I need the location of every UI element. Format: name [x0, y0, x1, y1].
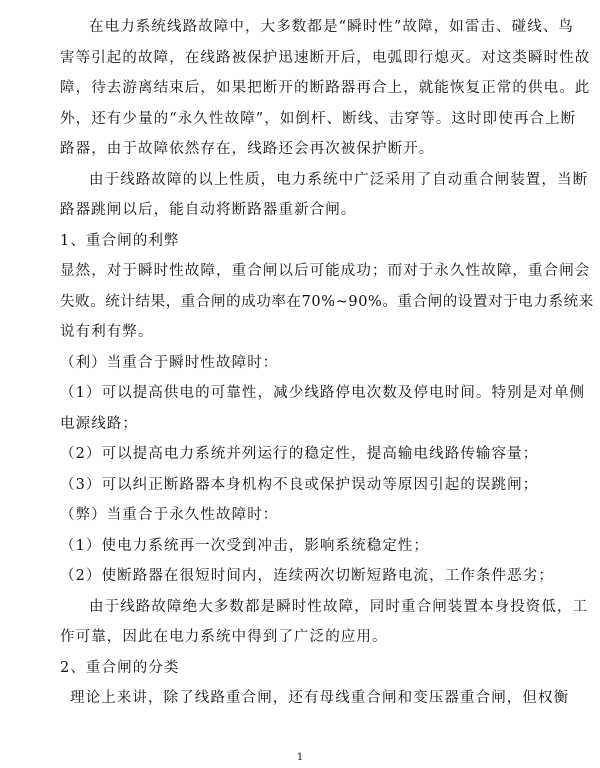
disadvantage-item-2: （2）使断路器在很短时间内，连续两次切断短路电流，工作条件恶劣； — [60, 568, 554, 584]
paragraph-1-line-1: 在电力系统线路故障中，大多数都是“瞬时性”故障，如雷击、碰线、鸟 — [89, 19, 575, 35]
paragraph-4-line-1: 由于线路故障绝大多数都是瞬时性故障，同时重合闸装置本身投资低，工 — [89, 598, 589, 615]
disadvantage-heading: （弊）当重合于永久性故障时： — [60, 507, 279, 523]
disadvantage-item-1: （1）使电力系统再一次受到冲击，影响系统稳定性； — [60, 537, 430, 554]
paragraph-3-line-3: 说有利有弊。 — [60, 324, 154, 340]
paragraph-1-line-2: 害等引起的故障，在线路被保护迅速断开后，电弧即行熄灭。对这类瞬时性故 — [60, 49, 591, 66]
paragraph-1-line-4: 外，还有少量的“永久性故障”，如倒杆、断线、击穿等。这时即使再合上断 — [60, 110, 577, 127]
paragraph-3-line-2: 失败。统计结果，重合闸的成功率在70%~90%。重合闸的设置对于电力系统来 — [60, 293, 594, 310]
document-page — [60, 12, 594, 714]
paragraph-2-line-1: 由于线路故障的以上性质，电力系统中广泛采用了自动重合闸装置，当断 — [89, 171, 589, 188]
paragraph-5-line-1: 理论上来讲，除了线路重合闸，还有母线重合闸和变压器重合闸，但权衡 — [70, 690, 570, 706]
advantage-item-2: （2）可以提高电力系统并列运行的稳定性，提高输电线路传输容量； — [60, 446, 539, 462]
paragraph-3-line-1: 显然，对于瞬时性故障，重合闸以后可能成功；而对于永久性故障，重合闸会 — [60, 263, 591, 279]
advantage-heading: （利）当重合于瞬时性故障时： — [60, 354, 279, 371]
paragraph-4-line-2: 作可靠，因此在电力系统中得到了广泛的应用。 — [60, 629, 388, 645]
section-heading-1: 1、重合闸的利弊 — [60, 232, 180, 249]
advantage-item-1-line-2: 电源线路； — [60, 415, 138, 432]
page-number: 1 — [296, 752, 304, 763]
advantage-item-1-line-1: （1）可以提高供电的可靠性，减少线路停电次数及停电时间。特别是对单侧 — [60, 385, 586, 401]
paragraph-1-line-3: 障，待去游离结束后，如果把断开的断路器再合上，就能恢复正常的供电。此 — [60, 80, 591, 96]
paragraph-2-line-2: 路器跳闸以后，能自动将断路器重新合闸。 — [60, 202, 357, 218]
advantage-item-3: （3）可以纠正断路器本身机构不良或保护误动等原因引起的误跳闸； — [60, 476, 539, 493]
paragraph-1-line-5: 路器，由于故障依然存在，线路还会再次被保护断开。 — [60, 141, 435, 157]
section-heading-2: 2、重合闸的分类 — [60, 659, 180, 676]
